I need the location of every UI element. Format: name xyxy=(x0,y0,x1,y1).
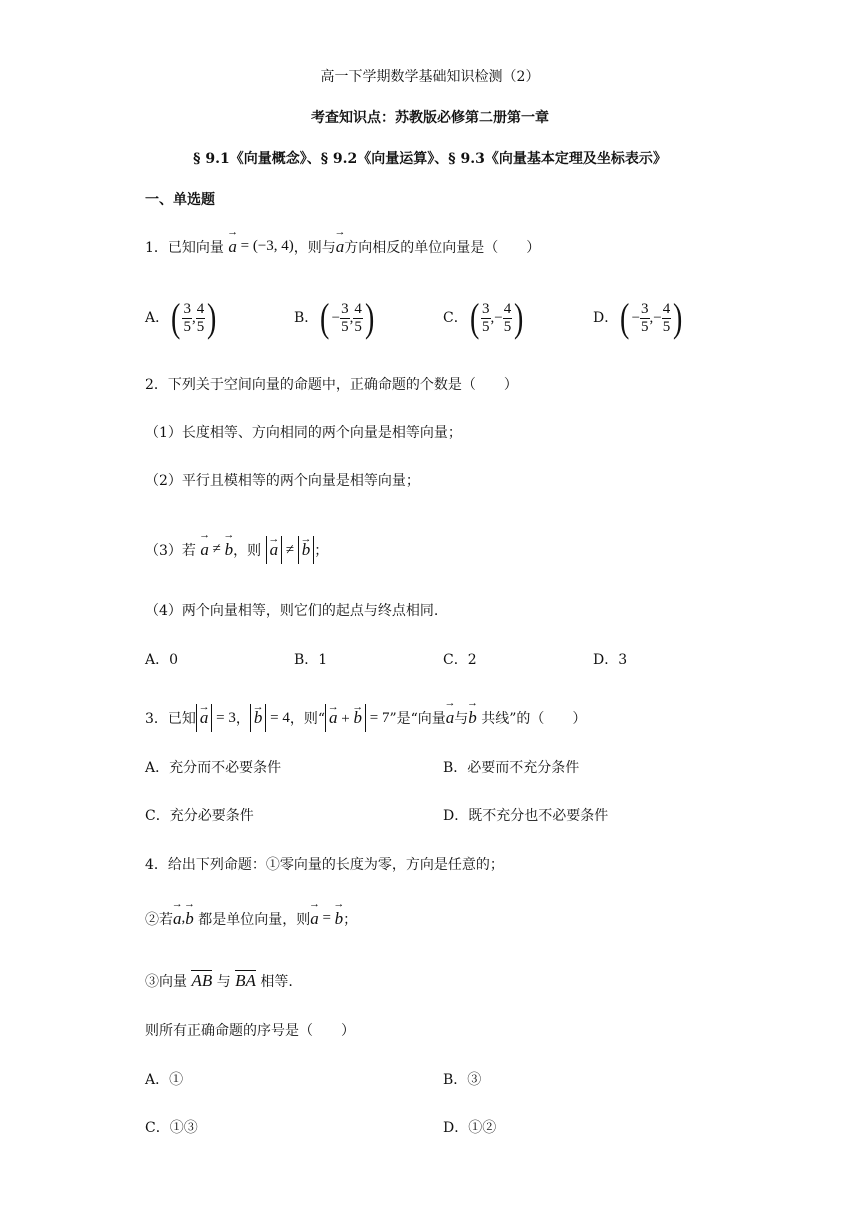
norm-b: → b xyxy=(298,536,315,564)
q2-statement-3: （3）若 → a ≠ → b ，则 → a ≠ → b ； xyxy=(145,536,328,564)
section-heading: 一、单选题 xyxy=(145,192,215,208)
q2-option-a: A．0 xyxy=(145,652,179,668)
q4-ask: 则所有正确命题的序号是（ ） xyxy=(145,1023,355,1039)
q1-vector-expr xyxy=(228,238,293,255)
q2-statement-2: （2）平行且模相等的两个向量是相等向量； xyxy=(145,473,420,489)
q1-suffix: 方向相反的单位向量是（ ） xyxy=(344,240,541,256)
q2-option-d: D．3 xyxy=(593,652,628,668)
vector-a: → a xyxy=(446,709,455,726)
fraction: $\frac{4}{5}$ xyxy=(196,300,205,335)
fraction: $\frac{4}{5}$ xyxy=(503,300,512,335)
q4-option-c: C．①③ xyxy=(145,1120,198,1136)
question-3-stem: 3．已知 → a = 3 ， → b = 4 ，则“ → a + → b = 7 ”是“向量→ a与→ b 共线”的（ ） xyxy=(145,704,586,732)
q2-option-c: C．2 xyxy=(443,652,477,668)
scope-line: 考查知识点：苏教版必修第二册第一章 xyxy=(311,110,549,126)
q1-option-d: D． ( − $\frac{3}{5}$ , − $\frac{4}{5}$ ) xyxy=(593,295,683,340)
q1-option-c: C． ( $\frac{3}{5}$ , − $\frac{4}{5}$ ) xyxy=(443,295,524,340)
q1-option-b: B． ( − $\frac{3}{5}$ , $\frac{4}{5}$ ) xyxy=(294,295,375,340)
q3-option-d: D．既不充分也不必要条件 xyxy=(443,808,609,824)
q1-option-a: A． ( $\frac{3}{5}$ , $\frac{4}{5}$ ) xyxy=(145,295,217,340)
q1-number: 1． xyxy=(145,240,168,256)
vector-a: → a xyxy=(228,238,237,255)
question-2-stem: 2．下列关于空间向量的命题中，正确命题的个数是（ ） xyxy=(145,377,518,393)
q1-middle: ，则与 xyxy=(293,240,336,256)
q2-statement-4: （4）两个向量相等，则它们的起点与终点相同. xyxy=(145,603,439,619)
vector-a: → a xyxy=(200,541,209,558)
norm-a: → a xyxy=(196,704,213,732)
q3-option-a: A．充分而不必要条件 xyxy=(145,760,282,776)
fraction: $\frac{3}{5}$ xyxy=(641,300,649,335)
norm-a-plus-b: → a + → b xyxy=(325,704,366,732)
vector-b: → b xyxy=(225,541,234,558)
norm-b: → b xyxy=(250,704,267,732)
q4-option-b: B．③ xyxy=(443,1072,482,1088)
question-1-stem xyxy=(145,238,540,255)
norm-a: → a xyxy=(266,536,283,564)
q3-option-b: B．必要而不充分条件 xyxy=(443,760,580,776)
fraction: $\frac{3}{5}$ xyxy=(341,300,349,335)
q4-option-a: A．① xyxy=(145,1072,184,1088)
q1-prefix: 已知向量 xyxy=(167,240,224,256)
option-label: C． xyxy=(443,310,468,326)
q4-option-d: D．①② xyxy=(443,1120,497,1136)
q4-statement-2: ②若 → a , → b 都是单位向量，则 → a = → b ； xyxy=(145,910,357,927)
sections-line: § 9.1《向量概念》、§ 9.2《向量运算》、§ 9.3《向量基本定理及坐标表示》 xyxy=(193,151,667,167)
vector-BA: BA xyxy=(235,971,256,990)
q1-equals: = (−3, 4) xyxy=(240,238,294,254)
q4-statement-3: ③向量 AB 与 BA 相等. xyxy=(145,971,293,990)
fraction: $\frac{3}{5}$ xyxy=(482,300,490,335)
fraction: $\frac{4}{5}$ xyxy=(354,300,362,335)
fraction: $\frac{4}{5}$ xyxy=(662,300,671,335)
option-label: B． xyxy=(294,310,319,326)
option-label: A． xyxy=(145,310,170,326)
vector-AB: AB xyxy=(191,971,213,990)
q2-statement-1: （1）长度相等、方向相同的两个向量是相等向量； xyxy=(145,425,462,441)
q2-option-b: B．1 xyxy=(294,652,328,668)
option-label: D． xyxy=(593,310,619,326)
page-title: 高一下学期数学基础知识检测（2） xyxy=(320,69,540,85)
fraction: $\frac{3}{5}$ xyxy=(183,300,191,335)
vector-a: → a xyxy=(336,238,345,255)
vector-b: → b xyxy=(468,709,477,726)
q3-option-c: C．充分必要条件 xyxy=(145,808,254,824)
question-4-stem: 4．给出下列命题：①零向量的长度为零，方向是任意的； xyxy=(145,857,504,873)
